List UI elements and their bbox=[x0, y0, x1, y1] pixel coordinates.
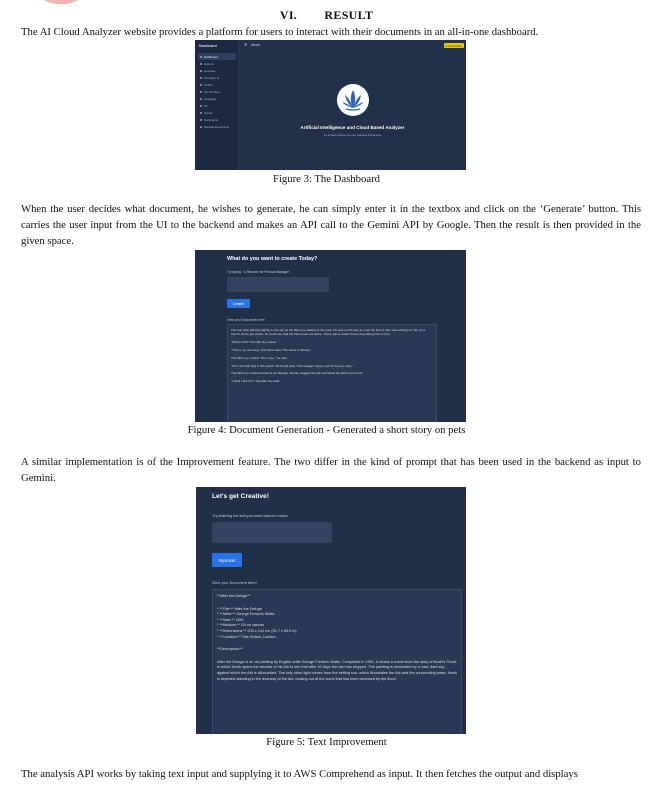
create-button[interactable]: Create! bbox=[227, 299, 250, 308]
figure-text-improvement bbox=[196, 487, 466, 734]
output-list-item: * **Dimensions:** 233 x 142 cm (91.7 x 55.9 in) bbox=[217, 628, 297, 633]
sidebar-nav bbox=[198, 53, 236, 130]
generation-hint: Try typing : 'A Resume for Product Manager' bbox=[227, 270, 290, 274]
output-paragraph: "Who's that?" the little boy asked. bbox=[231, 340, 277, 345]
sidebar-item-label: PII bbox=[204, 103, 208, 108]
output-list-item: * **Date:** 1891 bbox=[217, 617, 245, 622]
sidebar-item[interactable] bbox=[198, 123, 236, 130]
sidebar-item-label: Complete AI bbox=[204, 75, 220, 80]
hero-subtitle: It's a place where you can manage documents bbox=[323, 133, 382, 137]
corner-decoration bbox=[32, 0, 90, 4]
paragraph-intro: The AI Cloud Analyzer website provides a platform for users to interact with their documents in an all-in-one dashboard. bbox=[21, 26, 539, 38]
sidebar-item-label: Sentiments bbox=[204, 117, 218, 122]
sidebar-item-label: Language bbox=[204, 96, 217, 101]
improvement-heading: Let's get Creative! bbox=[212, 493, 269, 500]
figure4-caption: Figure 4: Document Generation - Generated a short story on pets bbox=[187, 424, 466, 436]
nav-icon bbox=[200, 98, 202, 100]
topbar-menu[interactable] bbox=[244, 43, 260, 47]
sidebar-item-label: Manage Documents bbox=[204, 124, 230, 129]
sidebar-item[interactable] bbox=[198, 109, 236, 116]
output-list-item: * **Title:** After the Deluge bbox=[217, 606, 262, 611]
output-description-label: **Description:** bbox=[217, 647, 243, 652]
about-link[interactable]: About bbox=[251, 43, 260, 47]
nav-icon bbox=[200, 84, 202, 86]
paragraph-generation: When the user decides what document, he wishes to generate, he can simply enter it in the textbox and click on the ‘Generate’ button. This carries the user input from the UI to the backend and makes an API call to the Gemini API by Google. Then the result is then provided in the given space. bbox=[21, 203, 641, 247]
section-heading bbox=[0, 8, 653, 23]
sidebar-item[interactable] bbox=[198, 95, 236, 102]
figure-dashboard bbox=[195, 40, 466, 170]
improvement-input[interactable] bbox=[212, 522, 332, 543]
figure5-caption: Figure 5: Text Improvement bbox=[266, 736, 387, 748]
sidebar-item[interactable] bbox=[198, 102, 236, 109]
get-premium-button[interactable]: Get Premium bbox=[445, 43, 462, 48]
figure3-caption: Figure 3: The Dashboard bbox=[273, 173, 380, 185]
sidebar-item-label: Generate bbox=[204, 68, 216, 73]
sidebar-item-label: Key Phrases bbox=[204, 89, 220, 94]
nav-icon bbox=[200, 91, 202, 93]
paragraph-analysis: The analysis API works by taking text input and supplying it to AWS Comprehend as input. It then fetches the output and displays bbox=[21, 768, 578, 780]
sidebar-brand: Dashboard bbox=[199, 44, 217, 48]
output-paragraph: The sun was shining brightly in the sky as the little boy walked to the park. He was on his way to meet his friend, who was waiting for him on a bench. As he got closer, he could see that his friend was not alone. There was a small, brown dog sitting next to him. bbox=[231, 328, 425, 337]
nav-icon bbox=[200, 70, 202, 72]
improve-button[interactable]: Improve! bbox=[212, 553, 242, 567]
output-paragraph: The little boy smiled. "He's cute," he said. bbox=[231, 355, 288, 360]
sidebar-item[interactable] bbox=[198, 81, 236, 88]
output-list-item: * **Artist:** George Frederic Watts bbox=[217, 612, 275, 617]
improvement-hint: Try entering the text you want improve below. bbox=[212, 514, 289, 518]
paragraph-improvement: A similar implementation is of the Improvement feature. The two differ in the kind of prompt that has been used in the backend as input to Gemini. bbox=[21, 456, 641, 484]
generation-heading: What do you want to create Today? bbox=[227, 256, 318, 262]
hamburger-icon[interactable]: ☰ bbox=[244, 43, 248, 47]
output-label: View your Document here! bbox=[227, 318, 265, 322]
sidebar-item-label: Syntax bbox=[204, 110, 213, 115]
dashboard-sidebar bbox=[195, 40, 239, 170]
sidebar-item[interactable] bbox=[198, 116, 236, 123]
lotus-logo-icon bbox=[337, 84, 369, 116]
output-paragraph: "This is my new dog," his friend said. "His name is Sparky." bbox=[231, 348, 312, 352]
figure-document-generation bbox=[195, 250, 466, 422]
nav-icon bbox=[200, 105, 202, 107]
output-description: After the Deluge is an oil painting by English artist George Frederic Watts. Completed in 1891, it shows a scene from the story of Noah's Flood, in which Noah opens the window of his Ark to see that after 40 days the rain has stopped. The painting is dominated by a vast, dark sky, against which the Ark is silhouetted. The only other light comes from the setting sun, which illuminates the Ark and the surrounding water. Noah is depicted standing in the doorway of the Ark, looking out at the world that has been cleansed by the flood. bbox=[217, 659, 457, 681]
section-title: RESULT bbox=[324, 8, 374, 22]
sidebar-item-label: Improve bbox=[204, 61, 215, 66]
sidebar-item[interactable] bbox=[198, 60, 236, 67]
output-paragraph: "He's the best dog in the world," his friend said. "He's always happy and he loves to play." bbox=[231, 363, 354, 368]
nav-icon bbox=[200, 112, 202, 114]
sidebar-item-label: Dashboard bbox=[204, 54, 218, 59]
hero-title: Artificial Intelligence and Cloud Based Analyzer bbox=[300, 125, 405, 130]
sidebar-item[interactable] bbox=[198, 74, 236, 81]
output-list-item: * **Medium:** Oil on canvas bbox=[217, 623, 265, 628]
output-box bbox=[212, 589, 462, 734]
sidebar-item[interactable] bbox=[198, 67, 236, 74]
output-box bbox=[227, 324, 437, 422]
nav-icon bbox=[200, 77, 202, 79]
output-title: **After the Deluge** bbox=[217, 594, 251, 598]
output-paragraph: "I think I like him," the little boy said. bbox=[231, 379, 281, 384]
nav-icon bbox=[200, 56, 202, 58]
nav-icon bbox=[200, 63, 202, 65]
output-label: View your Document here! bbox=[212, 581, 257, 585]
output-paragraph: The little boy reached down to pet Sparky. Sparky wagged his tail and licked the little boy's hand. bbox=[231, 371, 364, 376]
nav-icon bbox=[200, 126, 202, 128]
nav-icon bbox=[200, 119, 202, 121]
section-number: VI. bbox=[279, 8, 298, 22]
sidebar-item-label: Outline bbox=[204, 82, 213, 87]
sidebar-item[interactable] bbox=[198, 88, 236, 95]
output-list-item: * **Location:** Tate Britain, London bbox=[217, 634, 276, 639]
generation-input[interactable] bbox=[227, 277, 329, 292]
sidebar-item[interactable] bbox=[198, 53, 236, 60]
